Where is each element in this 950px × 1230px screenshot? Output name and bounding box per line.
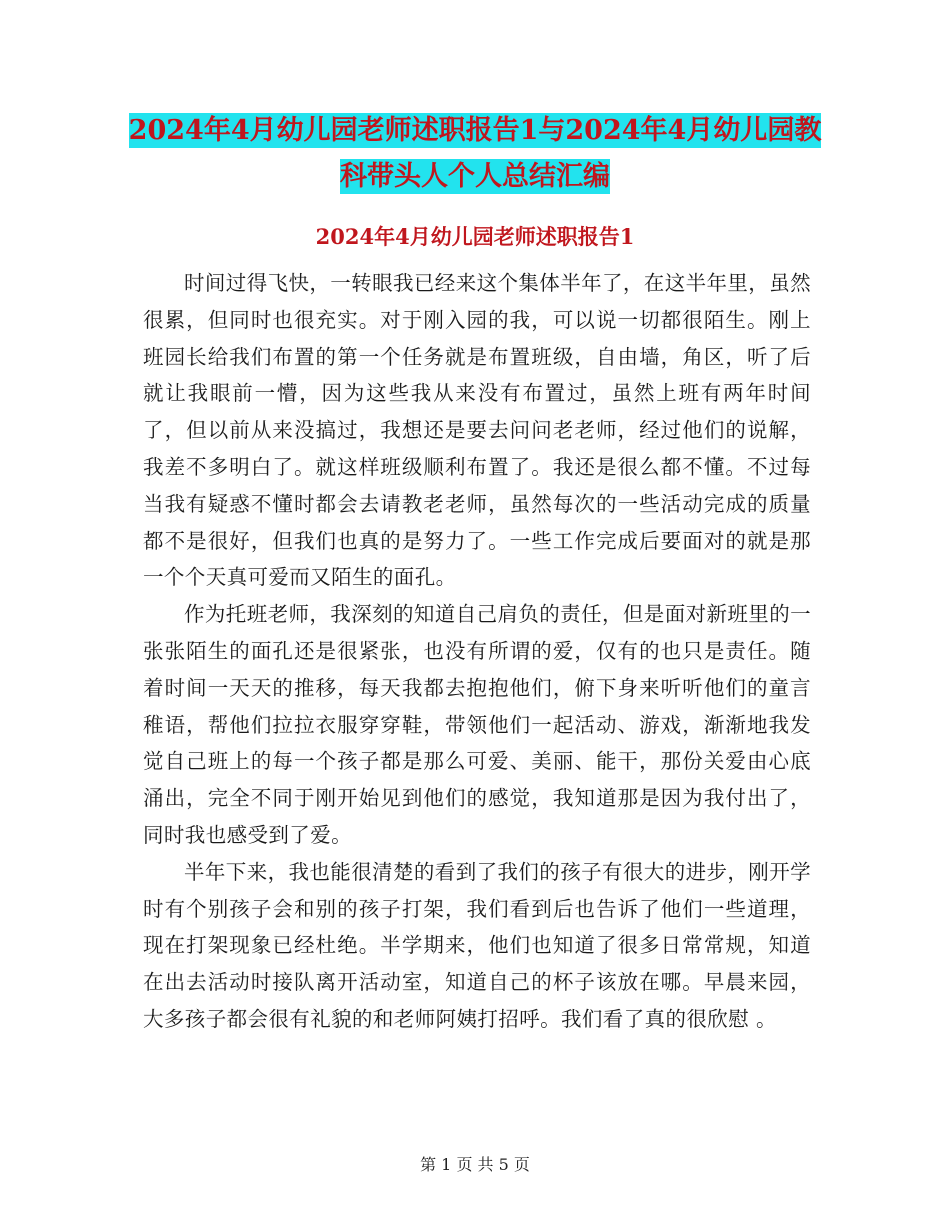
document-title-text: 2024年4月幼儿园老师述职报告1与2024年4月幼儿园教科带头人个人总结汇编 — [128, 115, 822, 192]
page-footer: 第 1 页 共 5 页 — [420, 1155, 530, 1174]
body-paragraph-2: 作为托班老师，我深刻的知道自己肩负的责任，但是面对新班里的一张张陌生的面孔还是很紧张，也没有所谓的爱，仅有的也只是责任。随着时间一天天的推移，每天我都去抱抱他们，俯下身来听听他们的童言稚语，帮他们拉拉衣服穿穿鞋，带领他们一起活动、游戏，渐渐地我发觉自己班上的每一个孩子都是那么可爱、美丽、能干，那份关爱由心底涌出，完全不同于刚开始见到他们的感觉，我知道那是因为我付出了，同时我也感受到了爱。 — [143, 602, 811, 847]
document-title — [120, 108, 830, 200]
body-paragraph-1: 时间过得飞快，一转眼我已经来这个集体半年了，在这半年里，虽然很累，但同时也很充实。对于刚入园的我，可以说一切都很陌生。刚上班园长给我们布置的第一个任务就是布置班级，自由墙，角区，听了后就让我眼前一懵，因为这些我从来没有布置过，虽然上班有两年时间了，但以前从来没搞过，我想还是要去问问老老师，经过他们的说解，我差不多明白了。就这样班级顺利布置了。我还是很么都不懂。不过每当我有疑惑不懂时都会去请教老老师，虽然每次的一些活动完成的质量都不是很好，但我们也真的是努力了。一些工作完成后要面对的就是那一个个天真可爱而又陌生的面孔。 — [143, 271, 811, 590]
document-body — [143, 265, 811, 1038]
section-title: 2024年4月幼儿园老师述职报告1 — [315, 224, 635, 249]
body-paragraph-3: 半年下来，我也能很清楚的看到了我们的孩子有很大的进步，刚开学时有个别孩子会和别的孩子打架，我们看到后也告诉了他们一些道理，现在打架现象已经杜绝。半学期来，他们也知道了很多日常常规，知道在出去活动时接队离开活动室，知道自己的杯子该放在哪。早晨来园，大多孩子都会很有礼貌的和老师阿姨打招呼。我们看了真的很欣慰 。 — [143, 859, 811, 1031]
